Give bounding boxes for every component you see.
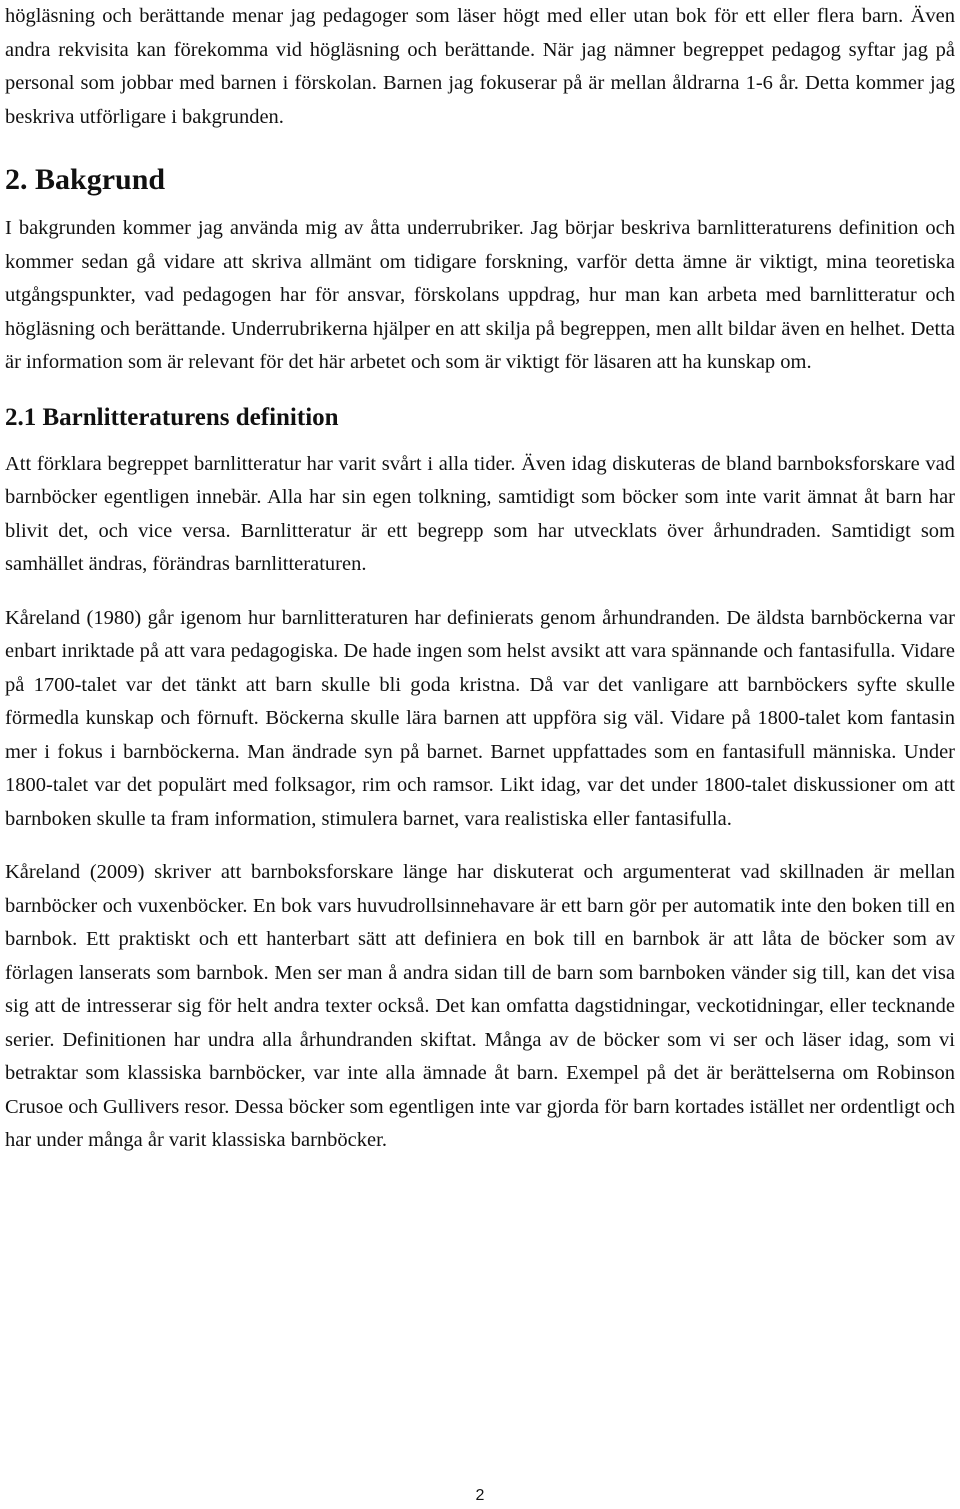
page-number: 2: [475, 1487, 485, 1504]
intro-paragraph: högläsning och berättande menar jag pedagoger som läser högt med eller utan bok för ett eller flera barn. Även andra rekvisita kan förekomma vid högläsning och berättande. När jag nämner begreppet pedagog syftar jag på personal som jobbar med barnen i förskolan. Barnen jag fokuserar på är mellan åldrarna 1-6 år. Detta kommer jag beskriva utförligare i bakgrunden.: [5, 5, 955, 128]
document-page: [5, 0, 955, 1158]
bakgrund-paragraph: I bakgrunden kommer jag använda mig av åtta underrubriker. Jag börjar beskriva barnlitteraturens definition och kommer sedan gå vidare att skriva allmänt om tidigare forskning, varför detta ämne är viktigt, mina teoretiska utgångspunkter, vad pedagogen har för ansvar, förskolans uppdrag, hur man kan arbeta med barnlitteratur och högläsning och berättande. Underrubrikerna hjälper en att skilja på begreppen, men allt bildar även en helhet. Detta är information som är relevant för det här arbetet och som är viktigt för läsaren att ha kunskap om.: [5, 217, 955, 373]
section-heading-bakgrund: 2. Bakgrund: [5, 163, 166, 196]
subsection-heading-barnlitteraturens-definition: 2.1 Barnlitteraturens definition: [5, 403, 339, 431]
definition-paragraph-1: Att förklara begreppet barnlitteratur har varit svårt i alla tider. Även idag diskuteras de bland barnboksforskare vad barnböcker egentligen innebär. Alla har sin egen tolkning, samtidigt som böcker som inte varit ämnat åt barn har blivit det, och vice versa. Barnlitteratur är ett begrepp som har utvecklats över århundraden. Samtidigt som samhället ändras, förändras barnlitteraturen.: [5, 452, 955, 575]
definition-paragraph-2: Kåreland (1980) går igenom hur barnlitteraturen har definierats genom århundranden. De äldsta barnböckerna var enbart inriktade på att vara pedagogiska. De hade ingen som helst avsikt att vara spännande och fantasifulla. Vidare på 1700-talet var det tänkt att barn skulle bli goda kristna. Då var det vanligare att barnböckers syfte skulle förmedla kunskap och förnuft. Böckerna skulle lära barnen att uppföra sig väl. Vidare på 1800-talet kom fantasin mer i fokus i barnböckerna. Man ändrade syn på barnet. Barnet uppfattades som en fantasifull människa. Under 1800-talet var det populärt med folksagor, rim och ramsor. Likt idag, var det under 1800-talet diskussioner om att barnboken skulle ta fram information, stimulera barnet, vara realistiska eller fantasifulla.: [5, 606, 955, 830]
definition-paragraph-3: Kåreland (2009) skriver att barnboksforskare länge har diskuterat och argumenterat vad skillnaden är mellan barnböcker och vuxenböcker. En bok vars huvudrollsinnehavare är ett barn gör per automatik inte den boken till en barnbok. Ett praktiskt och ett hanterbart sätt att definiera en bok till en barnbok är att låta de böcker som av förlagen lanserats som barnbok. Men ser man å andra sidan till de barn som barnboken vänder sig till, kan det visa sig att de intresserar sig för helt andra texter också. Det kan omfatta dagstidningar, veckotidningar, eller tecknande serier. Definitionen har undra alla århundranden skiftat. Många av de böcker som vi ser och läser idag, som vi betraktar som klassiska barnböcker, var inte alla ämnade åt barn. Exempel på det är berättelserna om Robinson Crusoe och Gullivers resor. Dessa böcker som egentligen inte var gjorda för barn kortades istället ner ordentligt och har under många år varit klassiska barnböcker.: [5, 861, 955, 1151]
